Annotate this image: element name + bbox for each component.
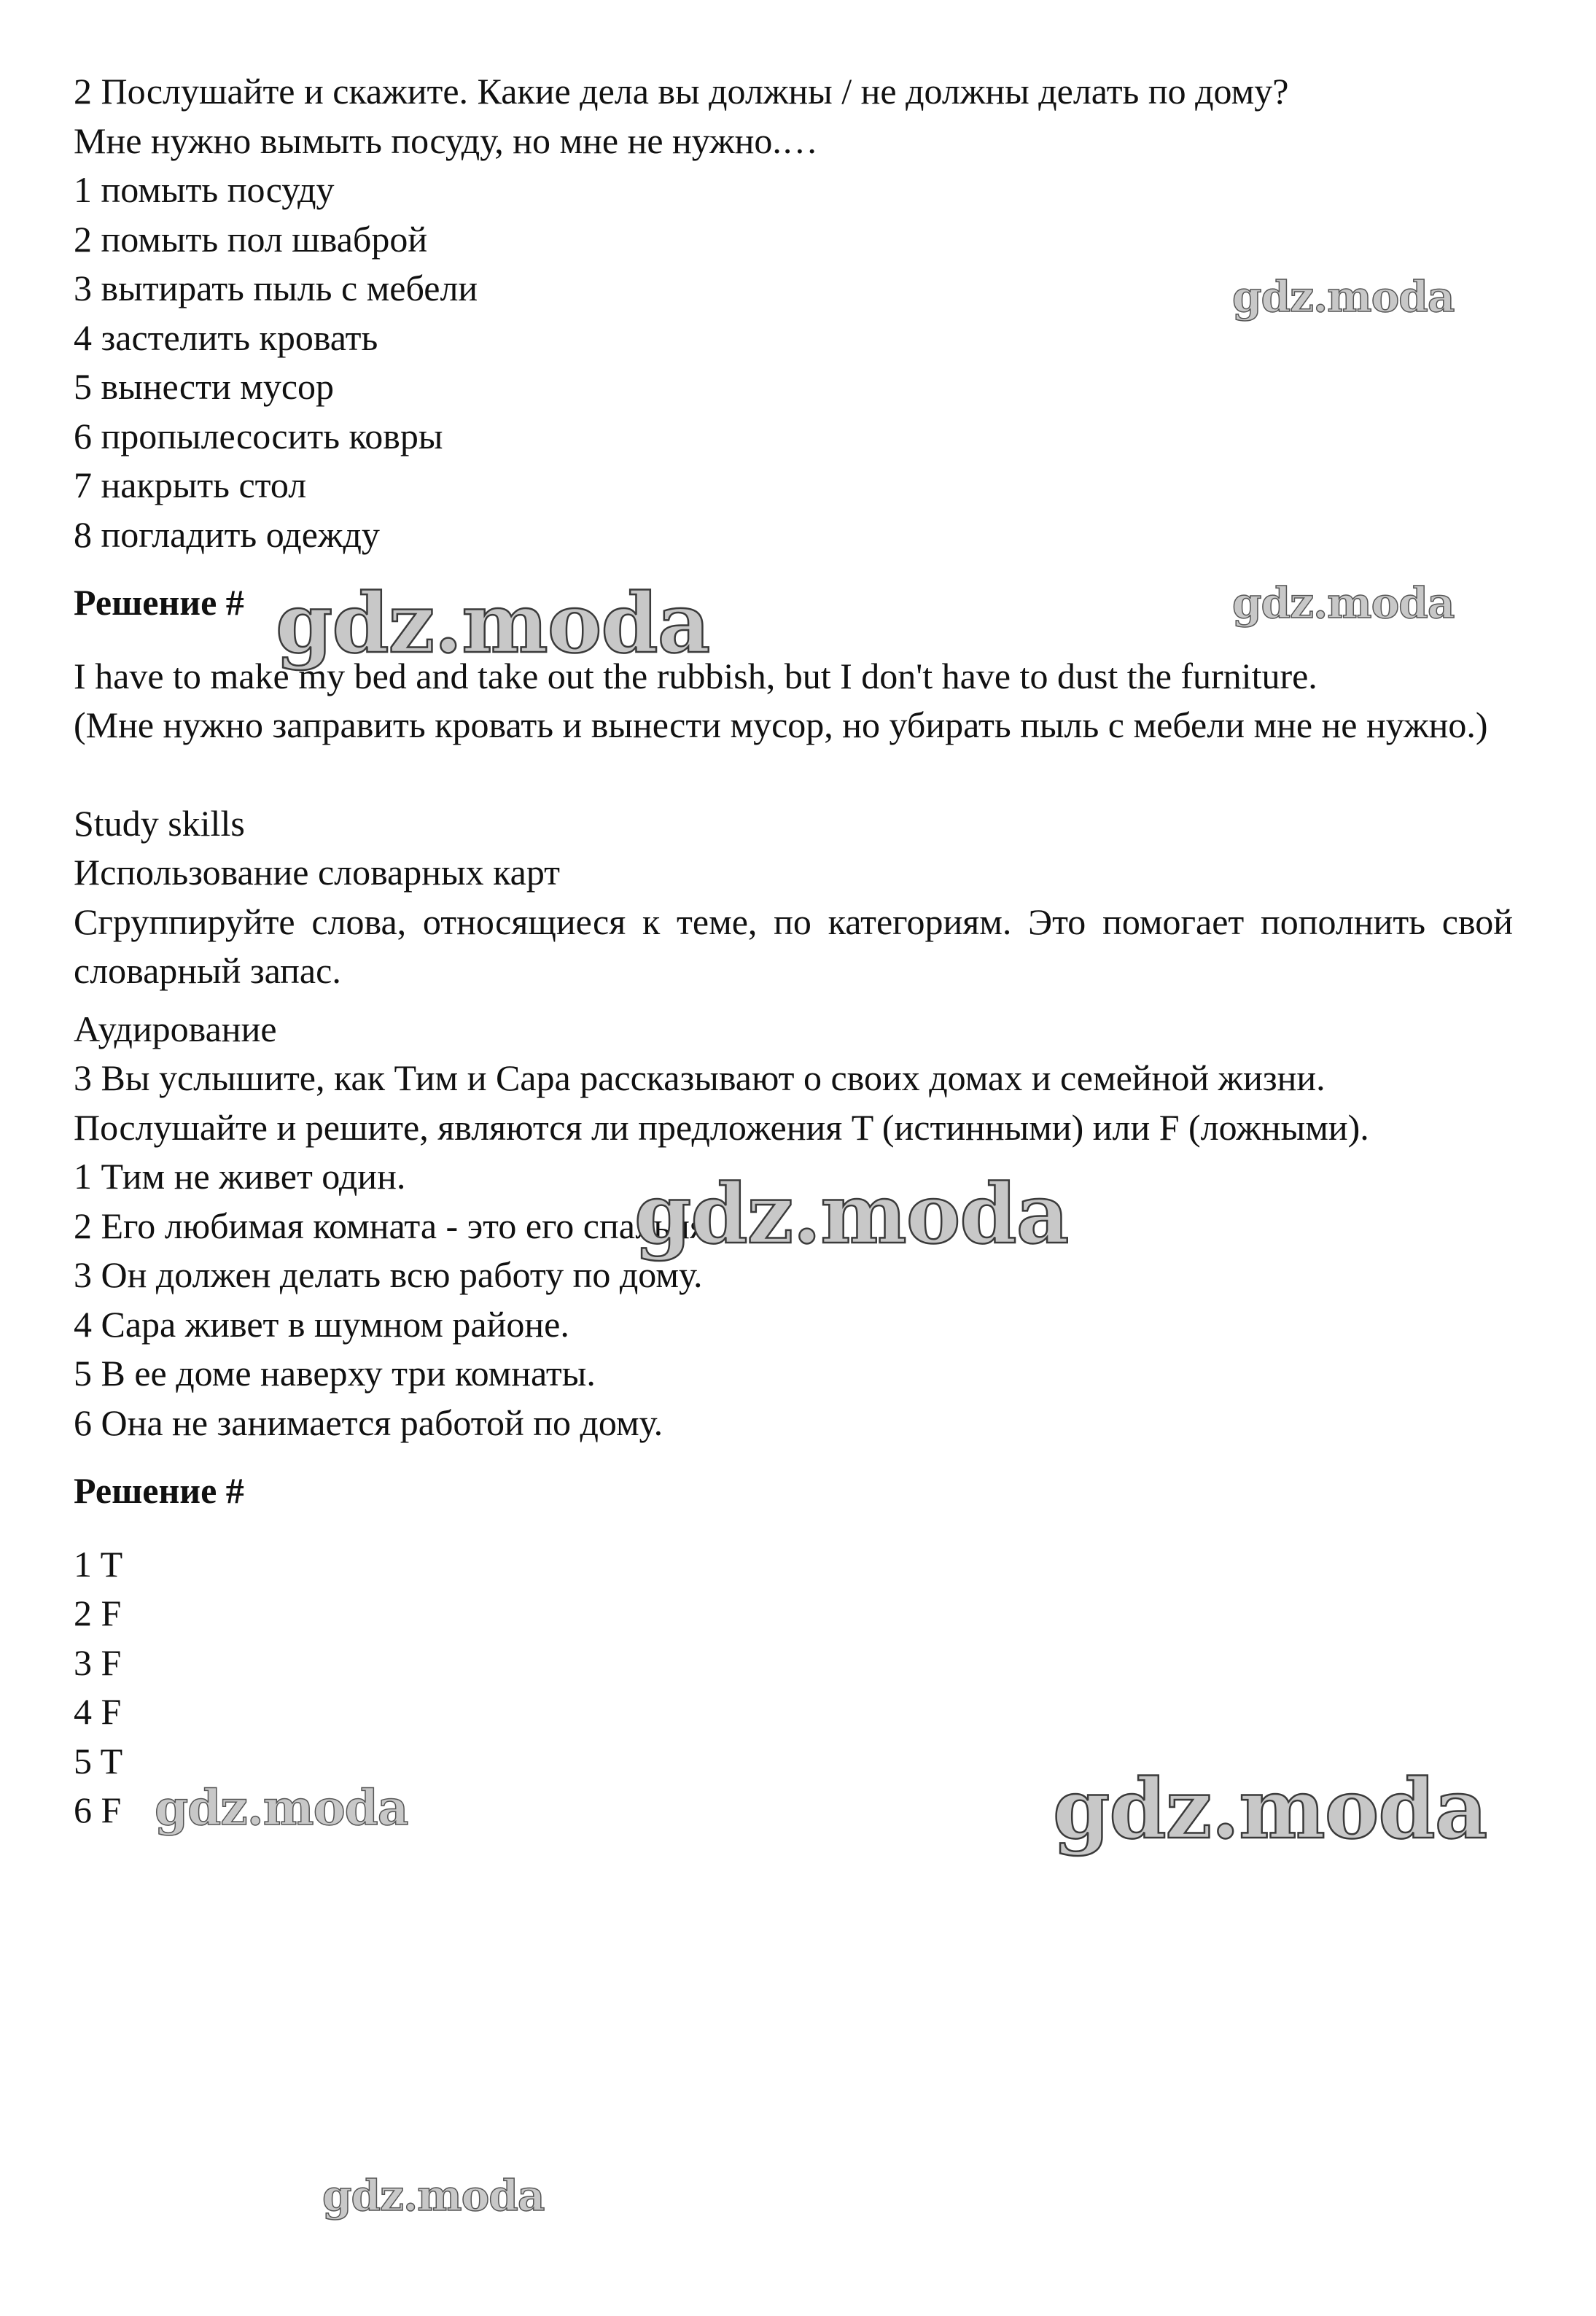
- list-item: 8 погладить одежду: [74, 513, 380, 555]
- answer-russian: (Мне нужно заправить кровать и вынести мусор, но убирать пыль с мебели мне не нужно.): [74, 704, 1488, 745]
- answer-item: 1 T: [74, 1543, 123, 1585]
- section-heading: Аудирование: [74, 1008, 277, 1049]
- answer-item: 2 F: [74, 1593, 122, 1633]
- answer-item: 4 F: [74, 1691, 122, 1732]
- list-item: 4 Сара живет в шумном районе.: [74, 1303, 569, 1345]
- list-item: 5 вынести мусор: [74, 366, 335, 407]
- list-item: 1 помыть посуду: [74, 169, 335, 210]
- list-item: 4 застелить кровать: [74, 316, 378, 358]
- study-skills-subtitle: Использование словарных карт: [74, 852, 561, 893]
- exercise3-prompt: 3 Вы услышите, как Тим и Сара рассказывают о своих домах и семейной жизни.: [74, 1057, 1326, 1098]
- exercise2-prompt: 2 Послушайте и скажите. Какие дела вы должны / не должны делать по дому?: [74, 71, 1289, 112]
- watermark: gdz.moda: [1232, 272, 1455, 322]
- watermark: gdz.moda: [322, 2171, 545, 2220]
- exercise2-example: Мне нужно вымыть посуду, но мне не нужно.…: [74, 120, 818, 161]
- document-page: [74, 67, 1513, 1835]
- solution-heading: Решение #: [74, 582, 244, 623]
- list-item: 2 Его любимая комната - это его спальня.: [74, 1205, 716, 1246]
- list-item: 7 накрыть стол: [74, 465, 307, 505]
- list-item: 6 пропылесосить ковры: [74, 415, 443, 456]
- list-item: 1 Тим не живет один.: [74, 1156, 406, 1197]
- list-item: 2 помыть пол шваброй: [74, 218, 428, 260]
- answer-item: 6 F: [74, 1790, 122, 1830]
- list-item: 5 В ее доме наверху три комнаты.: [74, 1353, 596, 1394]
- watermark: gdz.moda: [276, 576, 710, 672]
- answer-item: 5 T: [74, 1740, 123, 1781]
- watermark: gdz.moda: [1232, 578, 1455, 628]
- list-item: 3 вытирать пыль с мебели: [74, 268, 478, 308]
- watermark: gdz.moda: [1053, 1762, 1487, 1857]
- answer-item: 3 F: [74, 1641, 122, 1683]
- exercise3-instruction: Послушайте и решите, являются ли предложения T (истинными) или F (ложными).: [74, 1106, 1369, 1148]
- study-skills-title: Study skills: [74, 802, 245, 844]
- list-item: 6 Она не занимается работой по дому.: [74, 1402, 663, 1443]
- answer-english: I have to make my bed and take out the rubbish, but I don't have to dust the furniture.: [74, 655, 1317, 696]
- list-item: 3 Он должен делать всю работу по дому.: [74, 1254, 703, 1295]
- watermark: gdz.moda: [155, 1779, 408, 1836]
- study-skills-text: Сгруппируйте слова, относящиеся к теме, по категориям. Это помогает пополнить свой словарный запас.: [74, 901, 1513, 991]
- solution-heading: Решение #: [74, 1470, 244, 1511]
- watermark: gdz.moda: [634, 1167, 1069, 1262]
